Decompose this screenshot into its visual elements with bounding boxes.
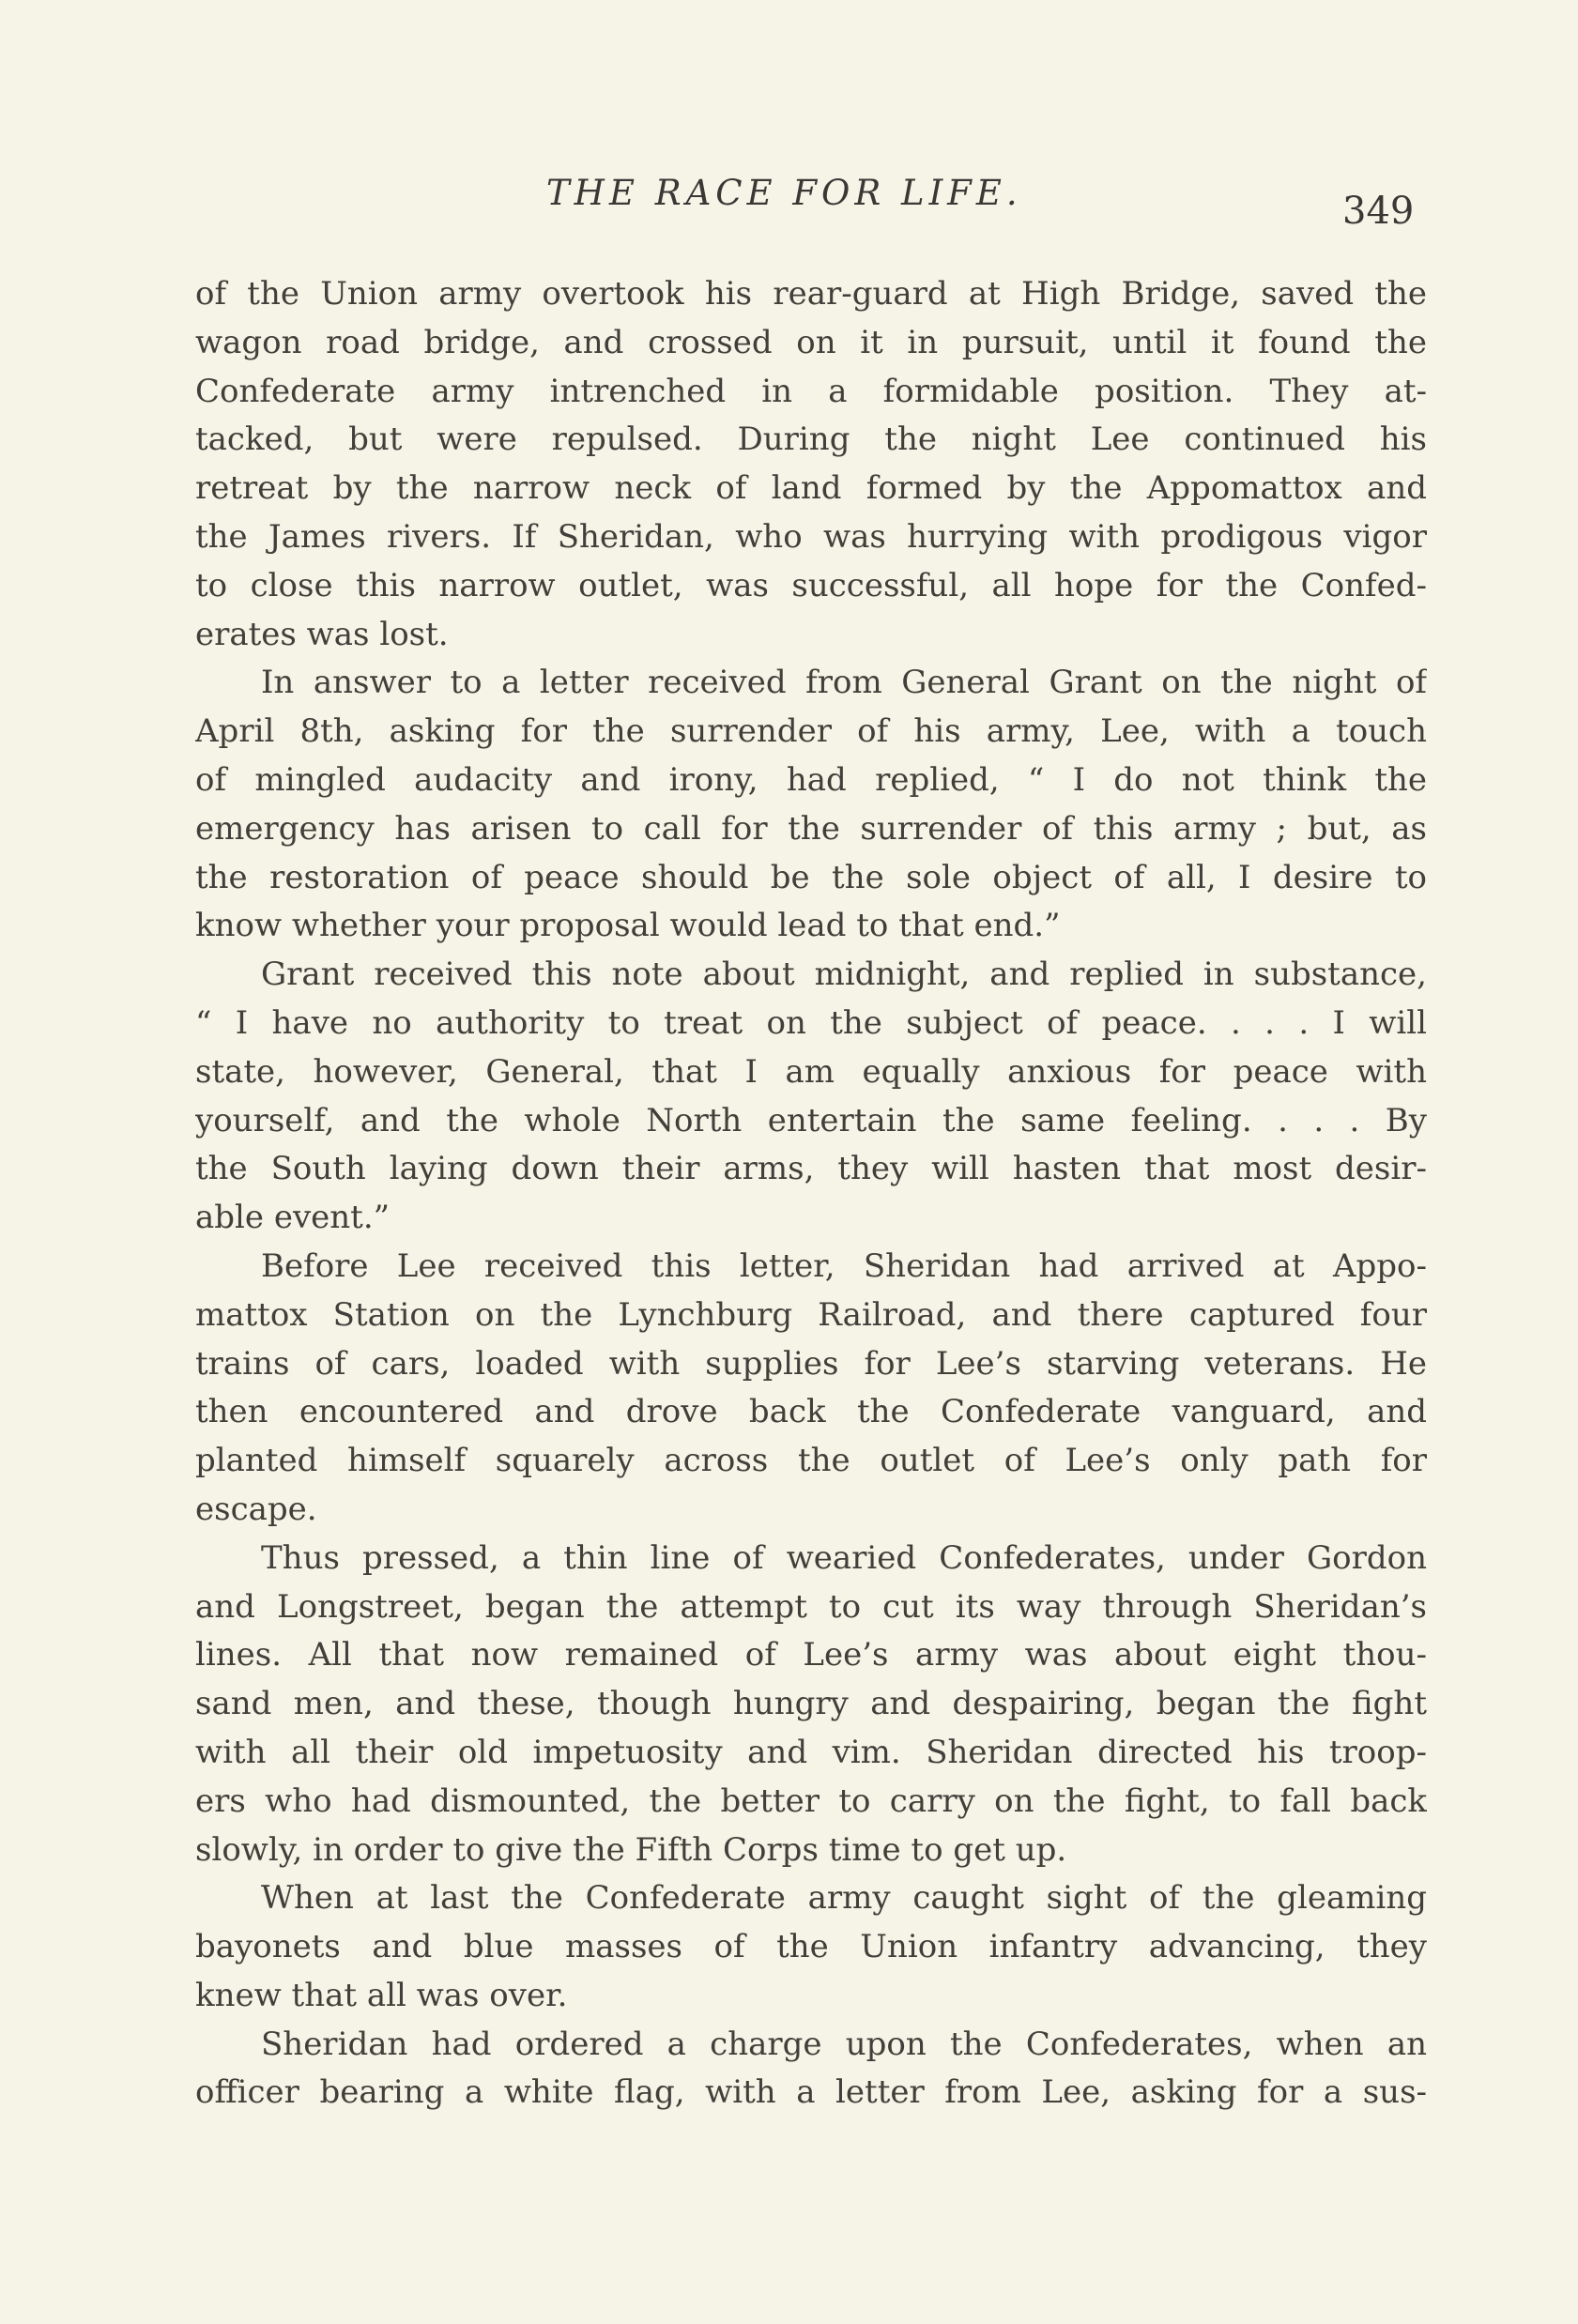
text-line: of mingled audacity and irony, had replied, “ I do not think the: [195, 760, 1427, 799]
text-line: planted himself squarely across the outlet of Lee’s only path for: [195, 1442, 1427, 1480]
page-number: 349: [1342, 190, 1415, 233]
text-line: sand men, and these, though hungry and despairing, began the fight: [195, 1685, 1427, 1723]
paragraph-start: Sheridan had ordered a charge upon the Confederates, when an: [261, 2025, 1427, 2063]
text-line: and Longstreet, began the attempt to cut its way through Sheridan’s: [195, 1587, 1427, 1626]
text-line: trains of cars, loaded with supplies for Lee’s starving veterans. He: [195, 1344, 1427, 1383]
text-line: bayonets and blue masses of the Union infantry advancing, they: [195, 1928, 1427, 1966]
text-line: emergency has arisen to call for the surrender of this army ; but, as: [195, 809, 1427, 848]
text-line: retreat by the narrow neck of land formed by the Appomattox and: [195, 469, 1427, 508]
text-line: tacked, but were repulsed. During the night Lee continued his: [195, 420, 1427, 459]
text-line: the James rivers. If Sheridan, who was hurrying with prodigous vigor: [195, 517, 1427, 556]
text-line: the South laying down their arms, they will hasten that most desir-: [195, 1150, 1427, 1188]
text-line: “ I have no authority to treat on the subject of peace. . . . I will: [195, 1003, 1427, 1042]
paragraph-start: Grant received this note about midnight, and replied in substance,: [261, 956, 1427, 994]
text-line: yourself, and the whole North entertain the same feeling. . . . By: [195, 1101, 1427, 1139]
text-line: knew that all was over.: [195, 1976, 568, 2014]
text-line: April 8th, asking for the surrender of his army, Lee, with a touch: [195, 712, 1427, 751]
text-line: slowly, in order to give the Fifth Corps time to get up.: [195, 1830, 1067, 1869]
running-head: [0, 173, 1578, 233]
text-line: of the Union army overtook his rear-guard at High Bridge, saved the: [195, 275, 1427, 313]
text-line: escape.: [195, 1490, 317, 1528]
text-line: erates was lost.: [195, 615, 449, 653]
paragraph-start: In answer to a letter received from General Grant on the night of: [261, 664, 1427, 702]
text-line: ers who had dismounted, the better to carry on the fight, to fall back: [195, 1781, 1427, 1820]
body-text: [195, 270, 1427, 2118]
text-line: Confederate army intrenched in a formidable position. They at-: [195, 372, 1427, 410]
text-line: state, however, General, that I am equally anxious for peace with: [195, 1052, 1427, 1091]
text-line: know whether your proposal would lead to that end.”: [195, 907, 1061, 945]
running-title: THE RACE FOR LIFE.: [546, 173, 1022, 213]
text-line: then encountered and drove back the Confederate vanguard, and: [195, 1393, 1427, 1431]
text-line: wagon road bridge, and crossed on it in pursuit, until it found the: [195, 323, 1427, 361]
paragraph-start: Before Lee received this letter, Sheridan had arrived at Appo-: [261, 1246, 1427, 1285]
paragraph-start: When at last the Confederate army caught sight of the gleaming: [261, 1879, 1427, 1918]
text-line: with all their old impetuosity and vim. Sheridan directed his troop-: [195, 1733, 1427, 1771]
text-line: the restoration of peace should be the sole object of all, I desire to: [195, 858, 1427, 896]
text-line: able event.”: [195, 1199, 391, 1237]
paragraph-start: Thus pressed, a thin line of wearied Confederates, under Gordon: [261, 1538, 1427, 1577]
text-line: officer bearing a white flag, with a letter from Lee, asking for a sus-: [195, 2073, 1427, 2112]
text-line: to close this narrow outlet, was successful, all hope for the Confed-: [195, 566, 1427, 604]
text-line: lines. All that now remained of Lee’s army was about eight thou-: [195, 1636, 1427, 1674]
text-line: mattox Station on the Lynchburg Railroad, and there captured four: [195, 1295, 1427, 1334]
